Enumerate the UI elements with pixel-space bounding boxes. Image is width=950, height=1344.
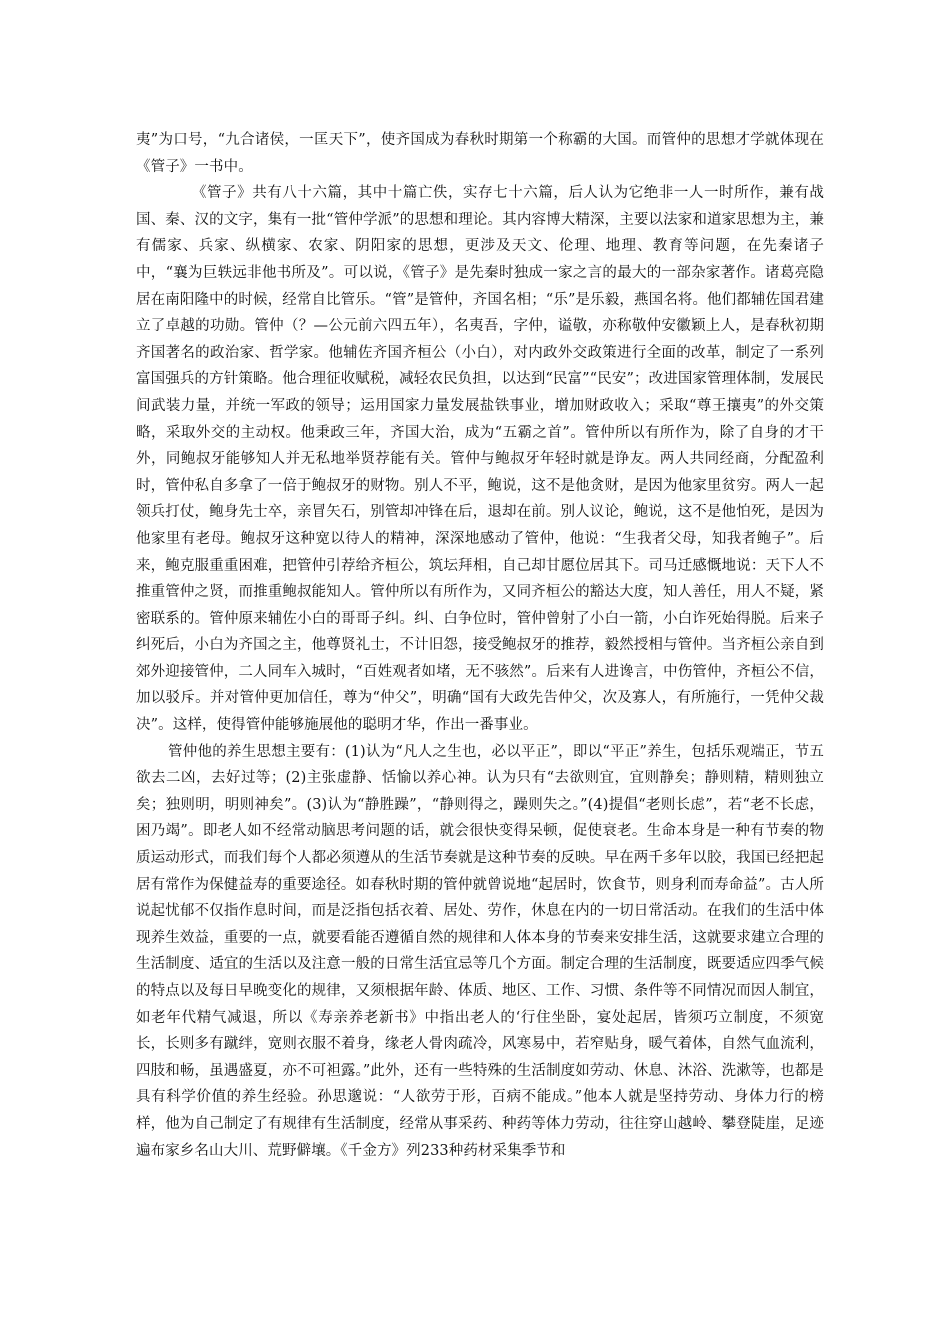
paragraph-continuation: 夷”为口号，“九合诸侯，一匡天下”，使齐国成为春秋时期第一个称霸的大国。而管仲的思想才学就体现在《管子》一书中。 (136, 132, 824, 175)
paragraph-guanzi-book: 《管子》共有八十六篇，其中十篇亡佚，实存七十六篇，后人认为它绝非一人一时所作，兼有战国、秦、汉的文字，集有一批“管仲学派”的思想和理论。其内容博大精深，主要以法家和道家思想为主，兼有儒家、兵家、纵横家、农家、阴阳家的思想，更涉及天文、伦理、地理、教育等问题，在先秦诸子中，“襄为巨轶远非他书所及”。可以说，《管子》是先秦时独成一家之言的最大的一部杂家著作。诸葛亮隐居在南阳隆中的时候，经常自比管乐。“管”是管仲，齐国名相；“乐”是乐毅，燕国名将。他们都辅佐国君建立了卓越的功勋。管仲（？—公元前六四五年），名夷吾，字仲，谥敬，亦称敬仲安徽颖上人，是春秋初期齐国著名的政治家、哲学家。他辅佐齐国齐桓公（小白），对内政外交政策进行全面的改革，制定了一系列富国强兵的方针策略。他合理征收赋税，减轻农民负担，以达到“民富”“民安”；改进国家管理体制，发展民间武装力量，并统一军政的领导；运用国家力量发展盐铁事业，增加财政收入；采取“尊王攘夷”的外交策略，采取外交的主动权。他秉政三年，齐国大治，成为“五霸之首”。管仲所以有所作为，除了自身的才干外，同鲍叔牙能够知人并无私地举贤荐能有关。管仲与鲍叔牙年轻时就是诤友。两人共同经商，分配盈利时，管仲私自多拿了一倍于鲍叔牙的财物。别人不平，鲍说，这不是他贪财，是因为他家里贫穷。两人一起领兵打仗，鲍身先士卒，亲冒矢石，别管却冲锋在后，退却在前。别人议论，鲍说，这不是他怕死，是因为他家里有老母。鲍叔牙这种宽以待人的精神，深深地感动了管仲，他说：“生我者父母，知我者鲍子”。后来，鲍克服重重困难，把管仲引荐给齐桓公，筑坛拜相，自己却甘愿位居其下。司马迁感慨地说：天下人不推重管仲之贤，而推重鲍叔能知人。管仲所以有所作为，又同齐桓公的豁达大度，知人善任，用人不疑，紧密联系的。管仲原来辅佐小白的哥哥子纠。纠、白争位时，管仲曾射了小白一箭，小白诈死始得脱。后来子纠死后，小白为齐国之主，他尊贤礼士，不计旧怨，接受鲍叔牙的推荐，毅然授相与管仲。当齐桓公亲自到郊外迎接管仲，二人同车入城时，“百姓观者如堵，无不骇然”。后来有人进谗言，中伤管仲，齐桓公不信，加以驳斥。并对管仲更加信任，尊为“仲父”，明确“国有大政先告仲父，次及寡人，有所施行，一凭仲父裁决”。这样，使得管仲能够施展他的聪明才华，作出一番事业。 (136, 185, 824, 734)
paragraph-health-thought: 管仲他的养生思想主要有：(1)认为“凡人之生也，必以平正”，即以“平正”养生，包括乐观端正，节五欲去二凶，去好过等；(2)主张虚静、恬愉以养心神。认为只有“去欲则宜，宜则静矣；静则精，精则独立矣；独则明，明则神矣”。(3)认为“静胜躁”，“静则得之，躁则失之。”(4)提倡“老则长虑”，若“老不长虑，困乃竭”。即老人如不经常动脑思考问题的话，就会很快变得呆顿，促使衰老。生命本身是一种有节奏的物质运动形式，而我们每个人都必须遵从的生活节奏就是这种节奏的反映。早在两千多年以胶，我国已经把起居有常作为保健益寿的重要途径。如春秋时期的管仲就曾说地“起居时，饮食节，则身利而寿命益”。古人所说起忧郁不仅指作息时间，而是泛指包括衣着、居处、劳作，休息在内的一切日常活动。在我们的生活中体现养生效益，重要的一点，就要看能否遵循自然的规律和人体本身的节奏来安排生活，这就要求建立合理的生活制度、适宜的生活以及注意一般的日常生活宜忌等几个方面。制定合理的生活制度，既要适应四季气候的特点以及每日早晚变化的规律，又须根据年龄、体质、地区、工作、习惯、条件等不同情况而因人制宜，如老年代精气减退，所以《寿亲养老新书》中指出老人的‘行住坐卧，宴处起居，皆须巧立制度，不须宽长，长则多有蹴绊，宽则衣服不着身，缘老人骨肉疏冷，风寒易中，若窄贴身，暖气着体，自然气血流利，四肢和畅，虽遇盛夏，亦不可袒露。”此外，还有一些特殊的生活制度如劳动、休息、沐浴、洗漱等，也都是具有科学价值的养生经验。孙思邈说：“人欲劳于形，百病不能成。”他本人就是坚持劳动、身体力行的榜样，他为自己制定了有规律有生活制度，经常从事采药、种药等体力劳动，往往穿山越岭、攀登陡崖，足迹遍布家乡名山大川、荒野僻壤。《千金方》列233种药材采集季节和 (136, 743, 824, 1159)
document-page (136, 127, 824, 1164)
